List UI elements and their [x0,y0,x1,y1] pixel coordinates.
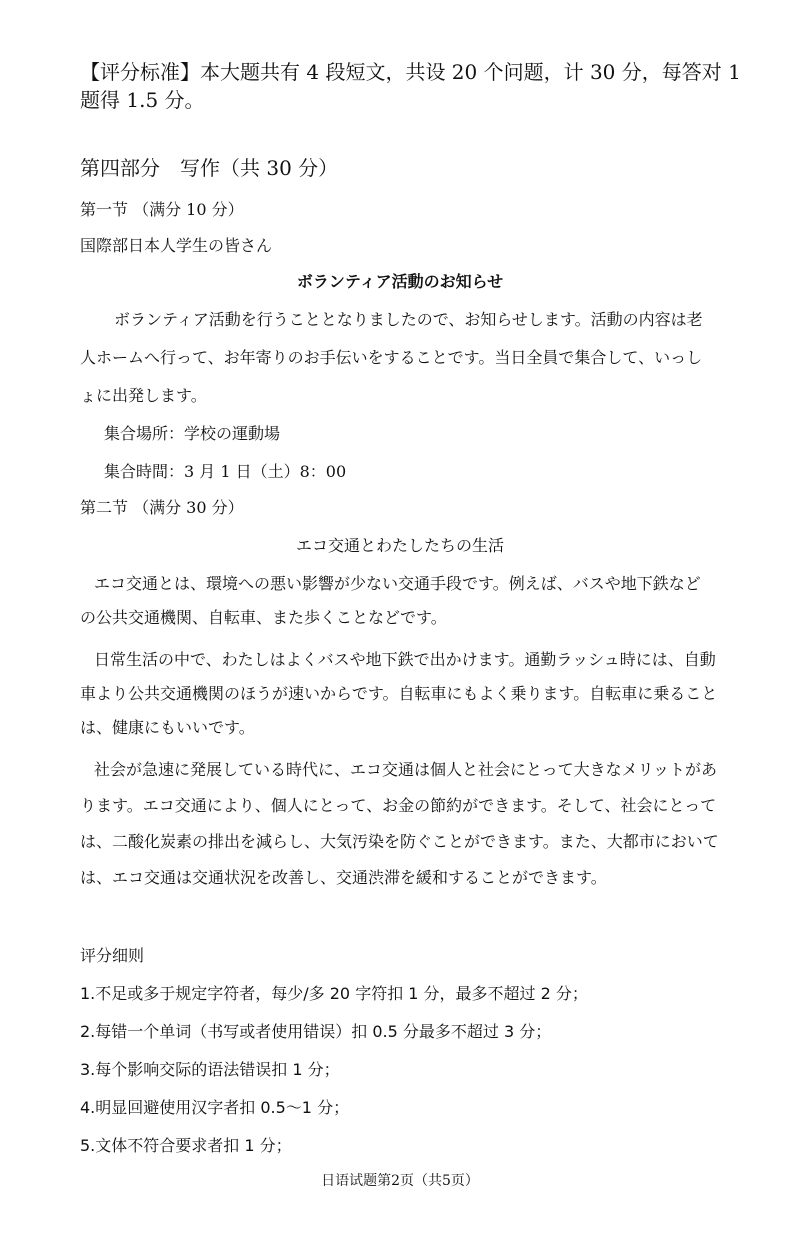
page-footer: 日语试题第2页（共5页） [321,1173,479,1189]
essay-line-8: は、二酸化炭素の排出を減らし、大気汚染を防ぐことができます。また、大都市において [80,832,719,851]
notice-body-line-1: ボランティア活動を行うこととなりましたので、お知らせします。活動の内容は老 [114,310,703,329]
section2-heading: 第二节 （满分 30 分） [80,498,244,517]
grading-rule-3: 3.每个影响交际的语法错误扣 1 分； [80,1060,340,1079]
essay-line-7: ります。エコ交通により、個人にとって、お金の節約ができます。そして、社会にとって [80,796,717,815]
notice-body-line-2: 人ホームへ行って、お年寄りのお手伝いをすることです。当日全員で集合して、いっし [80,348,703,367]
essay-line-4: 車より公共交通機関のほうが速いからです。自転車にもよく乗ります。自転車に乗ること [80,684,718,703]
essay-line-9: は、エコ交通は交通状況を改善し、交通渋滞を緩和することができます。 [80,868,607,887]
section1-heading: 第一节 （满分 10 分） [80,200,244,219]
scoring-standard-line-1: 【评分标准】本大题共有 4 段短文，共设 20 个问题，计 30 分，每答对 1 [80,60,741,84]
essay-line-6: 社会が急速に発展している時代に、エコ交通は個人と社会にとって大きなメリットがあ [94,760,718,779]
notice-body-line-3: ょに出発します。 [80,386,207,405]
scoring-standard-line-2: 题得 1.5 分。 [80,88,205,112]
essay-line-2: の公共交通機関、自転車、また歩くことなどです。 [80,608,447,627]
essay-title: エコ交通とわたしたちの生活 [295,536,504,555]
part4-title: 第四部分 写作（共 30 分） [80,156,339,180]
grading-title: 评分细则 [80,946,145,965]
essay-line-1: エコ交通とは、環境への悪い影響が少ない交通手段です。例えば、バスや地下鉄など [94,574,701,593]
essay-line-3: 日常生活の中で、わたしはよくバスや地下鉄で出かけます。通勤ラッシュ時には、自動 [94,650,716,669]
grading-rule-2: 2.每错一个单词（书写或者使用错误）扣 0.5 分最多不超过 3 分； [80,1022,552,1041]
essay-line-5: は、健康にもいいです。 [80,718,255,737]
grading-rule-1: 1.不足或多于规定字符者，每少/多 20 字符扣 1 分，最多不超过 2 分； [80,984,588,1003]
grading-rule-5: 5.文体不符合要求者扣 1 分； [80,1136,292,1155]
grading-rule-4: 4.明显回避使用汉字者扣 0.5～1 分； [80,1098,350,1117]
section1-salutation: 国際部日本人学生の皆さん [80,236,273,255]
notice-title: ボランティア活動のお知らせ [296,272,504,291]
meeting-time: 集合時間：3 月 1 日（土）8：00 [104,462,347,481]
meeting-place: 集合場所：学校の運動場 [104,424,281,443]
